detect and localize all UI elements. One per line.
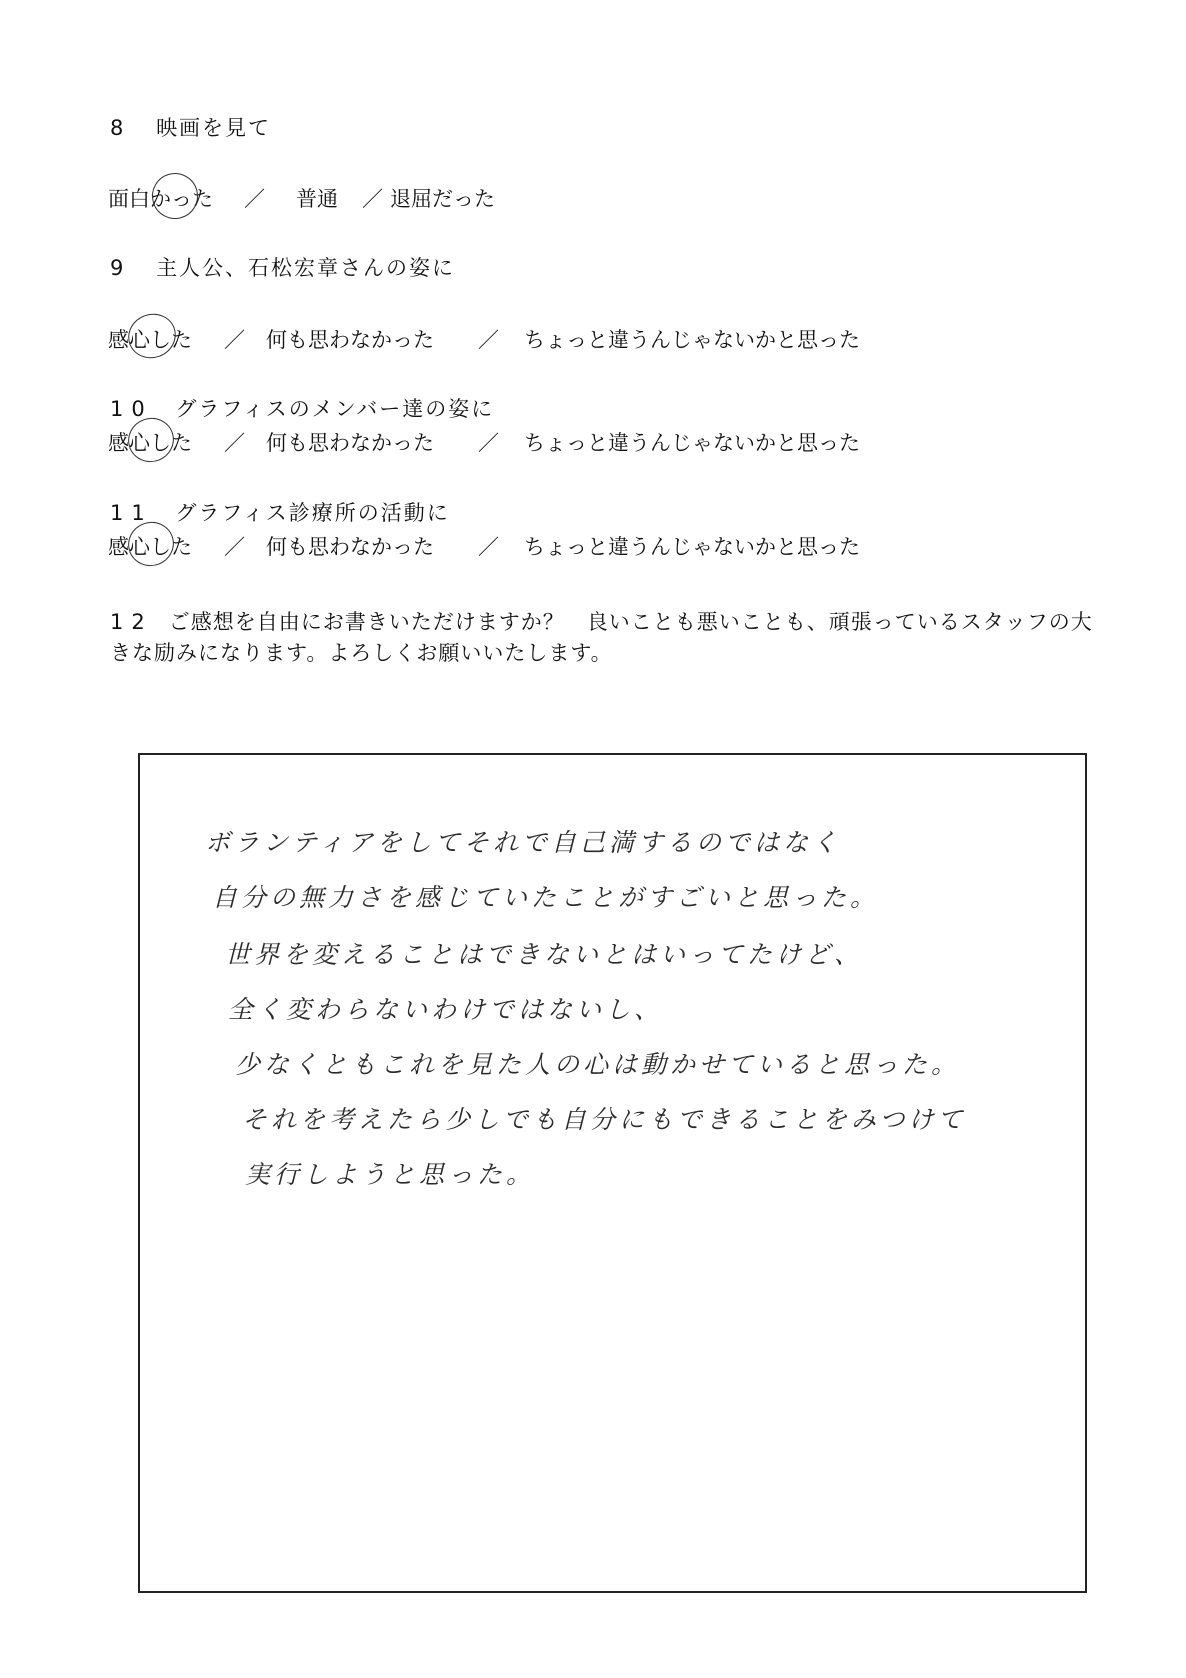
handwritten-line-7: 実行しようと思った。	[245, 1160, 536, 1189]
option-different[interactable]: ちょっと違うんじゃないかと思った	[524, 535, 860, 559]
question-11-heading	[110, 497, 450, 527]
question-number: 12	[110, 610, 153, 634]
separator: ／	[224, 328, 245, 352]
question-12	[110, 607, 1110, 669]
question-text: ご感想を自由にお書きいただけますか？ 良いことも悪いことも、頑張っているスタッフの大きな励みになります。よろしくお願いいたします。	[110, 610, 1093, 665]
handwritten-line-5: 少なくともこれを見た人の心は動かせていると思った。	[235, 1050, 961, 1079]
handwritten-line-2: 自分の無力さを感じていたことがすごいと思った。	[212, 883, 880, 912]
option-different[interactable]: ちょっと違うんじゃないかと思った	[524, 328, 860, 352]
handwritten-line-3: 世界を変えることはできないとはいってたけど、	[225, 940, 864, 969]
separator: ／	[224, 431, 245, 455]
separator: ／	[224, 535, 245, 559]
option-nothing[interactable]: 何も思わなかった	[266, 535, 434, 559]
question-9-heading	[110, 252, 455, 282]
question-text: グラフィス診療所の活動に	[175, 501, 450, 525]
option-different[interactable]: ちょっと違うんじゃないかと思った	[524, 431, 860, 455]
separator: ／	[362, 187, 383, 211]
question-8-heading	[110, 112, 271, 142]
option-nothing[interactable]: 何も思わなかった	[266, 431, 434, 455]
handwritten-line-1: ボランティアをしてそれで自己満するのではなく	[205, 828, 842, 857]
option-interesting[interactable]: 面白かった	[108, 187, 213, 211]
option-impressed[interactable]: 感心した	[108, 535, 192, 559]
question-number: 10	[110, 397, 153, 421]
handwritten-line-4: 全く変わらないわけではないし、	[228, 995, 664, 1024]
option-impressed[interactable]: 感心した	[108, 328, 192, 352]
question-number: 8	[110, 116, 126, 140]
separator: ／	[478, 328, 499, 352]
selection-circle	[122, 307, 182, 365]
option-boring[interactable]: 退屈だった	[390, 187, 495, 211]
separator: ／	[478, 431, 499, 455]
question-number: 9	[110, 256, 126, 280]
question-text: 映画を見て	[156, 116, 272, 140]
option-impressed[interactable]: 感心した	[108, 431, 192, 455]
separator: ／	[244, 187, 265, 211]
question-text: 主人公、石松宏章さんの姿に	[156, 256, 456, 280]
question-text: グラフィスのメンバー達の姿に	[175, 397, 495, 421]
selection-circle	[147, 168, 203, 224]
question-10-heading	[110, 393, 494, 423]
question-number: 11	[110, 501, 153, 525]
handwritten-line-6: それを考えたら少しでも自分にもできることをみつけて	[242, 1105, 967, 1134]
separator: ／	[478, 535, 499, 559]
option-normal[interactable]: 普通	[296, 187, 338, 211]
option-nothing[interactable]: 何も思わなかった	[266, 328, 434, 352]
